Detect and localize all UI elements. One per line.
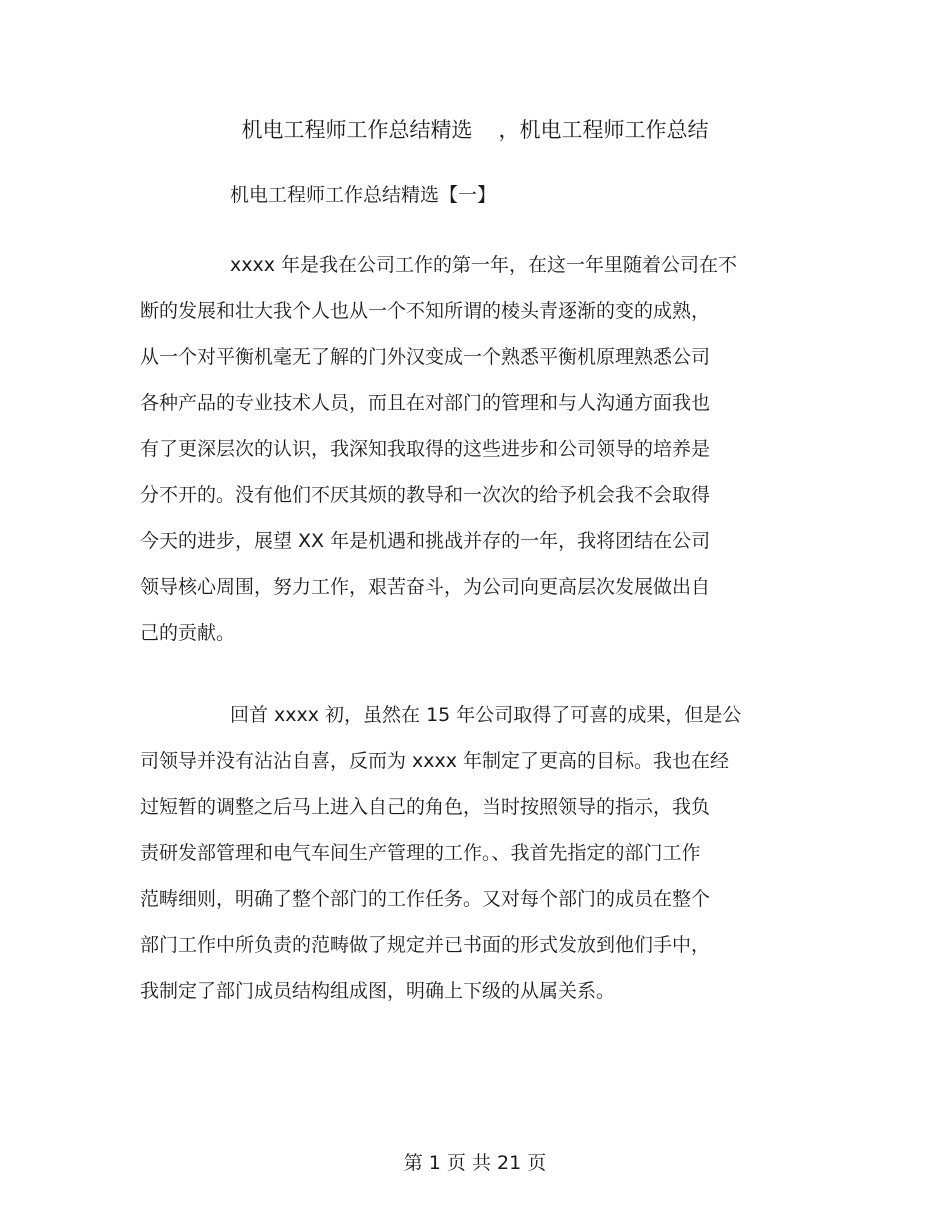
paragraph-line: 范畴细则，明确了整个部门的工作任务。又对每个部门的成员在整个 <box>140 888 711 910</box>
paragraph-line: 过短暂的调整之后马上进入自己的角色，当时按照领导的指示，我负 <box>140 796 711 818</box>
paragraph-line: 己的贡献。 <box>140 622 236 644</box>
paragraph-1 <box>140 242 820 656</box>
paragraph-line: 有了更深层次的认识，我深知我取得的这些进步和公司领导的培养是 <box>140 438 711 460</box>
paragraph-line: 回首 xxxx 初，虽然在 15 年公司取得了可喜的成果，但是公 <box>230 704 742 726</box>
paragraph-line: 领导核心周围，努力工作，艰苦奋斗，为公司向更高层次发展做出自 <box>140 576 711 598</box>
document-title <box>0 114 950 146</box>
title-part-1: 机电工程师工作总结精选 <box>241 118 473 142</box>
paragraph-line: 断的发展和壮大我个人也从一个不知所谓的棱头青逐渐的变的成熟， <box>140 300 711 322</box>
paragraph-line: 责研发部管理和电气车间生产管理的工作。、我首先指定的部门工作 <box>140 842 701 864</box>
paragraph-line: 司领导并没有沾沾自喜，反而为 xxxx 年制定了更高的目标。我也在经 <box>140 750 730 772</box>
paragraph-2 <box>140 692 820 1014</box>
page-footer: 第 1 页 共 21 页 <box>403 1152 547 1174</box>
section-heading: 机电工程师工作总结精选【一】 <box>230 184 497 206</box>
paragraph-line: 部门工作中所负责的范畴做了规定并已书面的形式发放到他们手中， <box>140 934 711 956</box>
paragraph-line: 各种产品的专业技术人员，而且在对部门的管理和与人沟通方面我也 <box>140 392 711 414</box>
paragraph-line: 从一个对平衡机毫无了解的门外汉变成一个熟悉平衡机原理熟悉公司 <box>140 346 711 368</box>
paragraph-line: 今天的进步，展望 XX 年是机遇和挑战并存的一年，我将团结在公司 <box>140 530 711 552</box>
paragraph-line: 我制定了部门成员结构组成图，明确上下级的从属关系。 <box>140 980 616 1002</box>
paragraph-line: 分不开的。没有他们不厌其烦的教导和一次次的给予机会我不会取得 <box>140 484 711 506</box>
title-part-2: ，机电工程师工作总结 <box>498 118 709 142</box>
paragraph-line: xxxx 年是我在公司工作的第一年，在这一年里随着公司在不 <box>230 254 738 276</box>
